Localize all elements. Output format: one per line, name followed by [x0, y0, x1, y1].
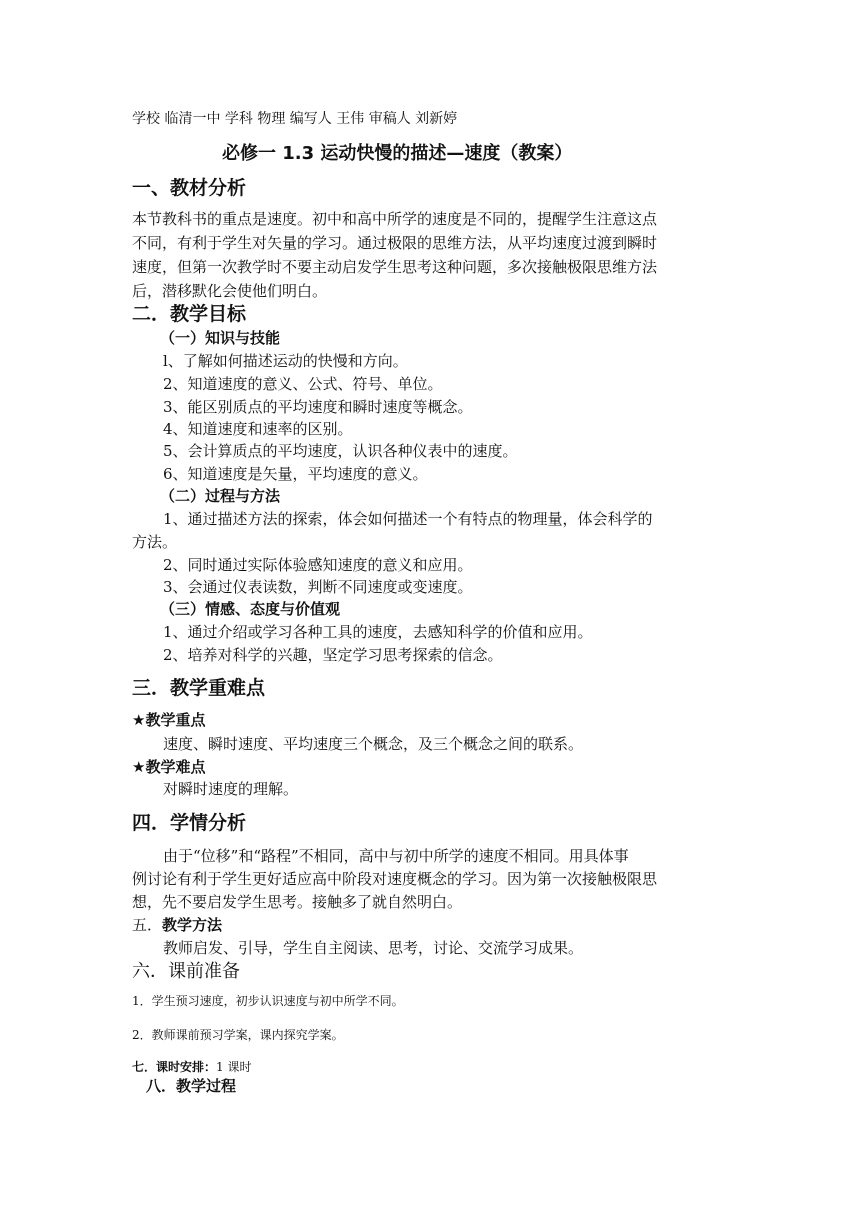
list-item-continuation: 方法。 — [132, 533, 178, 551]
paragraph-line: 想，先不要启发学生思考。接触多了就自然明白。 — [132, 893, 463, 911]
section-heading-materials: 一、教材分析 — [132, 177, 247, 199]
list-item: 3、能区别质点的平均速度和瞬时速度等概念。 — [163, 398, 473, 416]
list-item: 2、知道速度的意义、公式、符号、单位。 — [163, 375, 443, 393]
section-heading-objectives: 二．教学目标 — [132, 303, 247, 325]
list-item: 2、同时通过实际体验感知速度的意义和应用。 — [163, 556, 473, 574]
paragraph-line: 由于“位移”和“路程”不相同，高中与初中所学的速度不相同。用具体事 — [163, 847, 629, 865]
paragraph-line: 不同，有利于学生对矢量的学习。通过极限的思维方法，从平均速度过渡到瞬时 — [132, 234, 658, 252]
section-heading-methods — [132, 918, 222, 933]
difficulty-text: 对瞬时速度的理解。 — [163, 780, 299, 798]
subsection-heading-attitude: （三）情感、态度与价值观 — [160, 600, 341, 618]
section-heading-schedule — [132, 1061, 251, 1073]
key-point-heading: ★教学重点 — [132, 711, 206, 729]
header-info: 学校 临清一中 学科 物理 编写人 王伟 审稿人 刘新婷 — [132, 111, 458, 127]
methods-text: 教师启发、引导，学生自主阅读、思考，讨论、交流学习成果。 — [163, 939, 584, 957]
section-heading-preparation: 六．课前准备 — [132, 961, 240, 982]
list-item: 3、会通过仪表读数，判断不同速度或变速度。 — [163, 578, 473, 596]
list-item: l、了解如何描述运动的快慢和方向。 — [163, 352, 408, 370]
list-item: 1、通过描述方法的探索，体会如何描述一个有特点的物理量，体会科学的 — [163, 510, 653, 528]
paragraph-line: 速度，但第一次教学时不要主动启发学生思考这种问题，多次接触极限思维方法 — [132, 258, 658, 276]
list-item: 6、知道速度是矢量，平均速度的意义。 — [163, 465, 428, 483]
subsection-heading-process: （二）过程与方法 — [160, 487, 281, 505]
section-heading-process: 八．教学过程 — [146, 1077, 237, 1095]
schedule-value: 1 课时 — [216, 1060, 252, 1074]
list-item: 1．学生预习速度，初步认识速度与初中所学不同。 — [132, 994, 404, 1008]
section-heading-student-analysis: 四．学情分析 — [132, 812, 247, 834]
section-title: 教学方法 — [162, 916, 223, 934]
list-item: 2、培养对科学的兴趣，坚定学习思考探索的信念。 — [163, 646, 503, 664]
list-item: 5、会计算质点的平均速度，认识各种仪表中的速度。 — [163, 442, 518, 460]
section-number: 五． — [132, 916, 163, 934]
section-heading-key-points: 三．教学重难点 — [132, 677, 266, 699]
paragraph-line: 本节教科书的重点是速度。初中和高中所学的速度是不同的，提醒学生注意这点 — [132, 210, 658, 228]
subsection-heading-knowledge: （一）知识与技能 — [160, 329, 281, 347]
section-title: 七．课时安排： — [132, 1060, 217, 1074]
list-item: 1、通过介绍或学习各种工具的速度，去感知科学的价值和应用。 — [163, 623, 593, 641]
difficulty-heading: ★教学难点 — [132, 758, 206, 776]
paragraph-line: 例讨论有利于学生更好适应高中阶段对速度概念的学习。因为第一次接触极限思 — [132, 870, 658, 888]
list-item: 2．教师课前预习学案，课内探究学案。 — [132, 1028, 344, 1042]
list-item: 4、知道速度和速率的区别。 — [163, 420, 353, 438]
key-point-text: 速度、瞬时速度、平均速度三个概念，及三个概念之间的联系。 — [163, 735, 584, 753]
document-title: 必修一 1.3 运动快慢的描述—速度（教案） — [222, 143, 573, 164]
paragraph-line: 后，潜移默化会使他们明白。 — [132, 282, 328, 300]
